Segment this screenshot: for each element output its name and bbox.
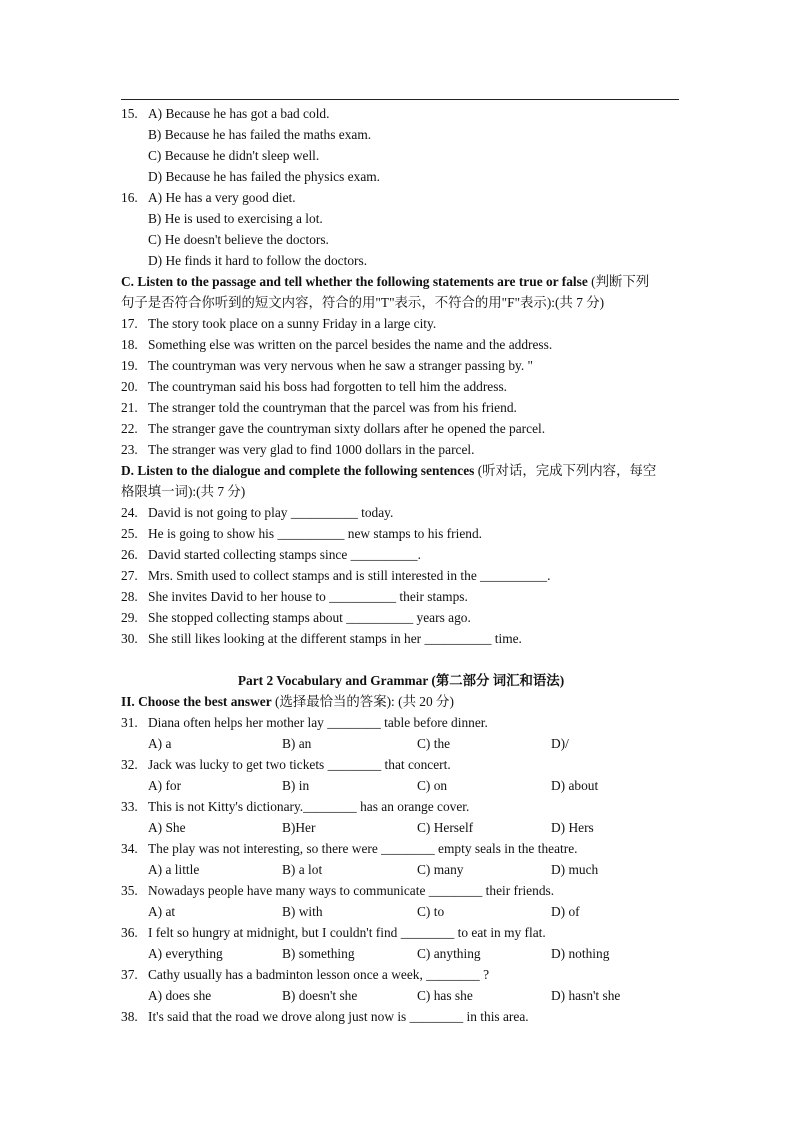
question-number: 37.: [121, 967, 138, 982]
question-16: [121, 187, 681, 208]
option-b: B) an: [282, 736, 312, 751]
mc-options: [121, 859, 681, 880]
section-c-title: C. Listen to the passage and tell whether the following statements are true or false: [121, 274, 588, 289]
mc-options: [121, 901, 681, 922]
question-number: 38.: [121, 1009, 138, 1024]
fill-number: 29.: [121, 610, 138, 625]
question-number: 15.: [121, 106, 138, 121]
option-b: B) something: [282, 946, 355, 961]
statement-text: Something else was written on the parcel besides the name and the address.: [148, 337, 553, 352]
option-b: B) with: [282, 904, 323, 919]
question-number: 31.: [121, 715, 138, 730]
part-2-title: Part 2 Vocabulary and Grammar (第二部分 词汇和语法): [237, 673, 565, 688]
fill-item: [121, 586, 681, 607]
fill-text: She stopped collecting stamps about __________ years ago.: [148, 610, 471, 625]
mc-question: [121, 838, 681, 859]
section-d-title: D. Listen to the dialogue and complete the following sentences: [121, 463, 475, 478]
fill-number: 26.: [121, 547, 138, 562]
question-number: 35.: [121, 883, 138, 898]
option-a: A) He has a very good diet.: [148, 190, 296, 205]
option-b: B) in: [282, 778, 310, 793]
option-d: D) He finds it hard to follow the doctors.: [148, 253, 368, 268]
statement-number: 17.: [121, 316, 138, 331]
option-c: C) to: [417, 904, 445, 919]
statements-list: [121, 313, 681, 460]
option-d: D)/: [551, 736, 569, 751]
option-c: C) many: [417, 862, 464, 877]
question-number: 16.: [121, 190, 138, 205]
section-d-heading: [121, 460, 681, 481]
option-c: C) anything: [417, 946, 481, 961]
option-d: D) nothing: [551, 946, 610, 961]
option-b: B) Because he has failed the maths exam.: [148, 127, 372, 142]
mc-options: [121, 943, 681, 964]
section-ii-title: II. Choose the best answer: [121, 694, 272, 709]
fill-item: [121, 607, 681, 628]
fill-in-list: [121, 502, 681, 649]
option-d: D) of: [551, 904, 580, 919]
header-rule: [121, 99, 679, 100]
section-d-instruction-line2: 格限填一词):(共 7 分): [121, 484, 246, 499]
fill-text: She invites David to her house to __________ their stamps.: [148, 589, 468, 604]
fill-text: David started collecting stamps since __________.: [148, 547, 421, 562]
option-b: B) doesn't she: [282, 988, 358, 1003]
question-number: 34.: [121, 841, 138, 856]
question-text: It's said that the road we drove along just now is ________ in this area.: [148, 1009, 529, 1024]
option-a: A) a little: [148, 862, 200, 877]
fill-item: [121, 565, 681, 586]
option-a: A) at: [148, 904, 176, 919]
fill-item: [121, 523, 681, 544]
statement-number: 20.: [121, 379, 138, 394]
option-a: A) for: [148, 778, 182, 793]
option-c: C) on: [417, 778, 448, 793]
mc-question: [121, 1006, 681, 1027]
mc-options: [121, 985, 681, 1006]
option-c: C) Herself: [417, 820, 474, 835]
section-c-instruction: (判断下列: [587, 274, 650, 289]
fill-text: He is going to show his __________ new stamps to his friend.: [148, 526, 483, 541]
statement-number: 21.: [121, 400, 138, 415]
statement-text: The countryman was very nervous when he saw a stranger passing by. ": [148, 358, 534, 373]
statement-item: [121, 334, 681, 355]
question-text: This is not Kitty's dictionary.________ has an orange cover.: [148, 799, 470, 814]
question-number: 32.: [121, 757, 138, 772]
question-text: Nowadays people have many ways to communicate ________ their friends.: [148, 883, 555, 898]
fill-number: 30.: [121, 631, 138, 646]
question-number: 33.: [121, 799, 138, 814]
option-c: C) He doesn't believe the doctors.: [148, 232, 329, 247]
statement-item: [121, 355, 681, 376]
option-d: D) hasn't she: [551, 988, 621, 1003]
fill-number: 28.: [121, 589, 138, 604]
mc-question: [121, 712, 681, 733]
statement-text: The countryman said his boss had forgotten to tell him the address.: [148, 379, 508, 394]
statement-number: 22.: [121, 421, 138, 436]
mc-question: [121, 922, 681, 943]
fill-number: 27.: [121, 568, 138, 583]
statement-item: [121, 418, 681, 439]
option-b: B) a lot: [282, 862, 323, 877]
option-a: A) She: [148, 820, 186, 835]
page-content: [121, 103, 681, 1027]
fill-item: [121, 544, 681, 565]
option-a: A) Because he has got a bad cold.: [148, 106, 330, 121]
section-ii-instruction: (选择最恰当的答案): (共 20 分): [271, 694, 454, 709]
option-c: C) Because he didn't sleep well.: [148, 148, 320, 163]
fill-text: Mrs. Smith used to collect stamps and is still interested in the __________.: [148, 568, 551, 583]
question-text: The play was not interesting, so there were ________ empty seals in the theatre.: [148, 841, 578, 856]
fill-text: She still likes looking at the different stamps in her __________ time.: [148, 631, 522, 646]
mc-question: [121, 796, 681, 817]
fill-number: 24.: [121, 505, 138, 520]
question-number: 36.: [121, 925, 138, 940]
option-d: D) much: [551, 862, 599, 877]
section-ii-heading: [121, 691, 681, 712]
fill-item: [121, 628, 681, 649]
question-text: I felt so hungry at midnight, but I couldn't find ________ to eat in my flat.: [148, 925, 546, 940]
mc-options: [121, 733, 681, 754]
option-b: B)Her: [282, 820, 316, 835]
statement-item: [121, 397, 681, 418]
mc-question: [121, 754, 681, 775]
option-d: D) Hers: [551, 820, 594, 835]
section-c-instruction-line2: 句子是否符合你听到的短文内容，符合的用"T"表示，不符合的用"F"表示):(共 7 分): [121, 295, 605, 310]
option-c: C) has she: [417, 988, 473, 1003]
option-d: D) about: [551, 778, 599, 793]
statement-number: 23.: [121, 442, 138, 457]
option-b: B) He is used to exercising a lot.: [148, 211, 323, 226]
option-a: A) everything: [148, 946, 223, 961]
statement-text: The stranger told the countryman that the parcel was from his friend.: [148, 400, 517, 415]
option-d: D) Because he has failed the physics exam.: [148, 169, 381, 184]
question-text: Cathy usually has a badminton lesson once a week, ________ ?: [148, 967, 490, 982]
fill-item: [121, 502, 681, 523]
question-15: [121, 103, 681, 124]
statement-number: 18.: [121, 337, 138, 352]
question-text: Jack was lucky to get two tickets ________ that concert.: [148, 757, 451, 772]
question-text: Diana often helps her mother lay ________ table before dinner.: [148, 715, 488, 730]
fill-number: 25.: [121, 526, 138, 541]
option-a: A) does she: [148, 988, 212, 1003]
option-a: A) a: [148, 736, 172, 751]
option-c: C) the: [417, 736, 451, 751]
mc-question: [121, 880, 681, 901]
statement-text: The story took place on a sunny Friday in a large city.: [148, 316, 437, 331]
statement-item: [121, 313, 681, 334]
statement-number: 19.: [121, 358, 138, 373]
section-c-heading: [121, 271, 681, 292]
mc-question: [121, 964, 681, 985]
mc-options: [121, 775, 681, 796]
statement-text: The stranger was very glad to find 1000 dollars in the parcel.: [148, 442, 475, 457]
statement-item: [121, 376, 681, 397]
statement-text: The stranger gave the countryman sixty dollars after he opened the parcel.: [148, 421, 546, 436]
mc-options: [121, 817, 681, 838]
fill-text: David is not going to play __________ today.: [148, 505, 394, 520]
statement-item: [121, 439, 681, 460]
section-d-instruction: (听对话，完成下列内容，每空: [474, 463, 657, 478]
